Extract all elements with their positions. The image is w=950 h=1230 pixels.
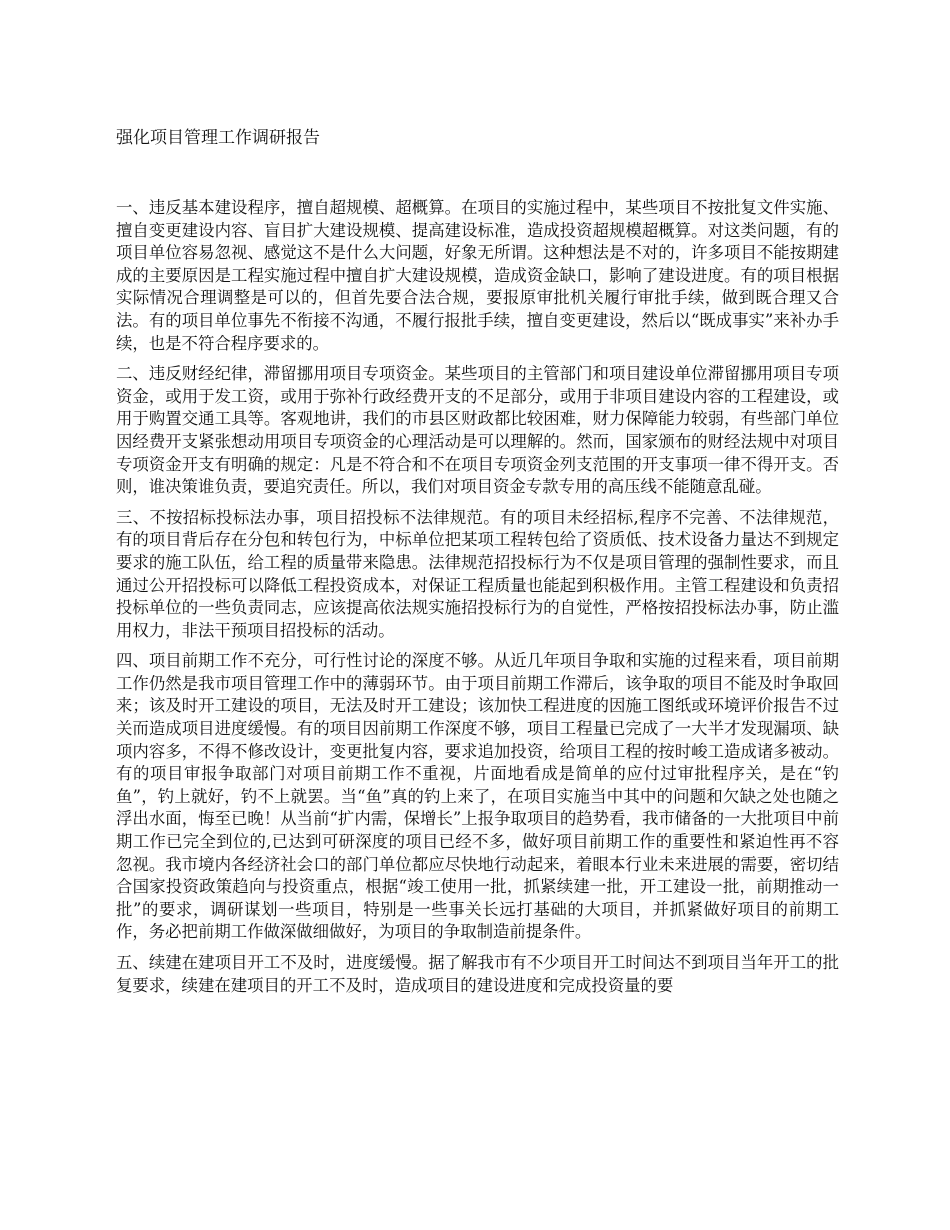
paragraph-3: 三、不按招标投标法办事，项目招投标不法律规范。有的项目未经招标,程序不完善、不法律规范，有的项目背后存在分包和转包行为，中标单位把某项工程转包给了资质低、技术设备力量达不到规定要求的施工队伍，给工程的质量带来隐患。法律规范招投标行为不仅是项目管理的强制性要求，而且通过公开招投标可以降低工程投资成本，对保证工程质量也能起到积极作用。主管工程建设和负责招投标单位的一些负责同志，应该提高依法规实施招投标行为的自觉性，严格按招投标法办事，防止滥用权力，非法干预项目招投标的活动。: [116, 507, 839, 640]
paragraph-2: 二、违反财经纪律，滞留挪用项目专项资金。某些项目的主管部门和项目建设单位滞留挪用项目专项资金，或用于发工资，或用于弥补行政经费开支的不足部分，或用于非项目建设内容的工程建设，或用于购置交通工具等。客观地讲，我们的市县区财政都比较困难，财力保障能力较弱，有些部门单位因经费开支紧张想动用项目专项资金的心理活动是可以理解的。然而，国家颁布的财经法规中对项目专项资金开支有明确的规定：凡是不符合和不在项目专项资金列支范围的开支事项一律不得开支。否则，谁决策谁负责，要追究责任。所以，我们对项目资金专款专用的高压线不能随意乱碰。: [116, 364, 839, 497]
document-title: 强化项目管理工作调研报告: [116, 128, 320, 148]
document-body: [116, 197, 839, 1005]
paragraph-1: 一、违反基本建设程序，擅自超规模、超概算。在项目的实施过程中，某些项目不按批复文件实施、擅自变更建设内容、盲目扩大建设规模、提高建设标准，造成投资超规模超概算。对这类问题，有的项目单位容易忽视、感觉这不是什么大问题，好象无所谓。这种想法是不对的，许多项目不能按期建成的主要原因是工程实施过程中擅自扩大建设规模，造成资金缺口，影响了建设进度。有的项目根据实际情况合理调整是可以的，但首先要合法合规，要报原审批机关履行审批手续，做到既合理又合法。有的项目单位事先不衔接不沟通，不履行报批手续，擅自变更建设，然后以“既成事实”来补办手续，也是不符合程序要求的。: [116, 198, 839, 353]
paragraph-5: 五、续建在建项目开工不及时，进度缓慢。据了解我市有不少项目开工时间达不到项目当年开工的批复要求，续建在建项目的开工不及时，造成项目的建设进度和完成投资量的要: [116, 953, 839, 995]
paragraph-4: 四、项目前期工作不充分，可行性讨论的深度不够。从近几年项目争取和实施的过程来看，项目前期工作仍然是我市项目管理工作中的薄弱环节。由于项目前期工作滞后，该争取的项目不能及时争取回来；该及时开工建设的项目，无法及时开工建设；该加快工程进度的因施工图纸或环境评价报告不过关而造成项目进度缓慢。有的项目因前期工作深度不够，项目工程量已完成了一大半才发现漏项、缺项内容多，不得不修改设计，变更批复内容，要求追加投资，给项目工程的按时峻工造成诸多被动。有的项目审报争取部门对项目前期工作不重视，片面地看成是简单的应付过审批程序关，是在“钓鱼”，钓上就好，钓不上就罢。当“鱼”真的钓上来了，在项目实施当中其中的问题和欠缺之处也随之浮出水面，悔至已晚！从当前“扩内需，保增长”上报争取项目的趋势看，我市储备的一大批项目中前期工作已完全到位的,已达到可研深度的项目已经不多，做好项目前期工作的重要性和紧迫性再不容忽视。我市境内各经济社会口的部门单位都应尽快地行动起来，着眼本行业未来进展的需要，密切结合国家投资政策趋向与投资重点，根据“竣工使用一批，抓紧续建一批，开工建设一批，前期推动一批”的要求，调研谋划一些项目，特别是一些事关长远打基础的大项目，并抓紧做好项目的前期工作，务必把前期工作做深做细做好，为项目的争取制造前提条件。: [116, 651, 839, 942]
